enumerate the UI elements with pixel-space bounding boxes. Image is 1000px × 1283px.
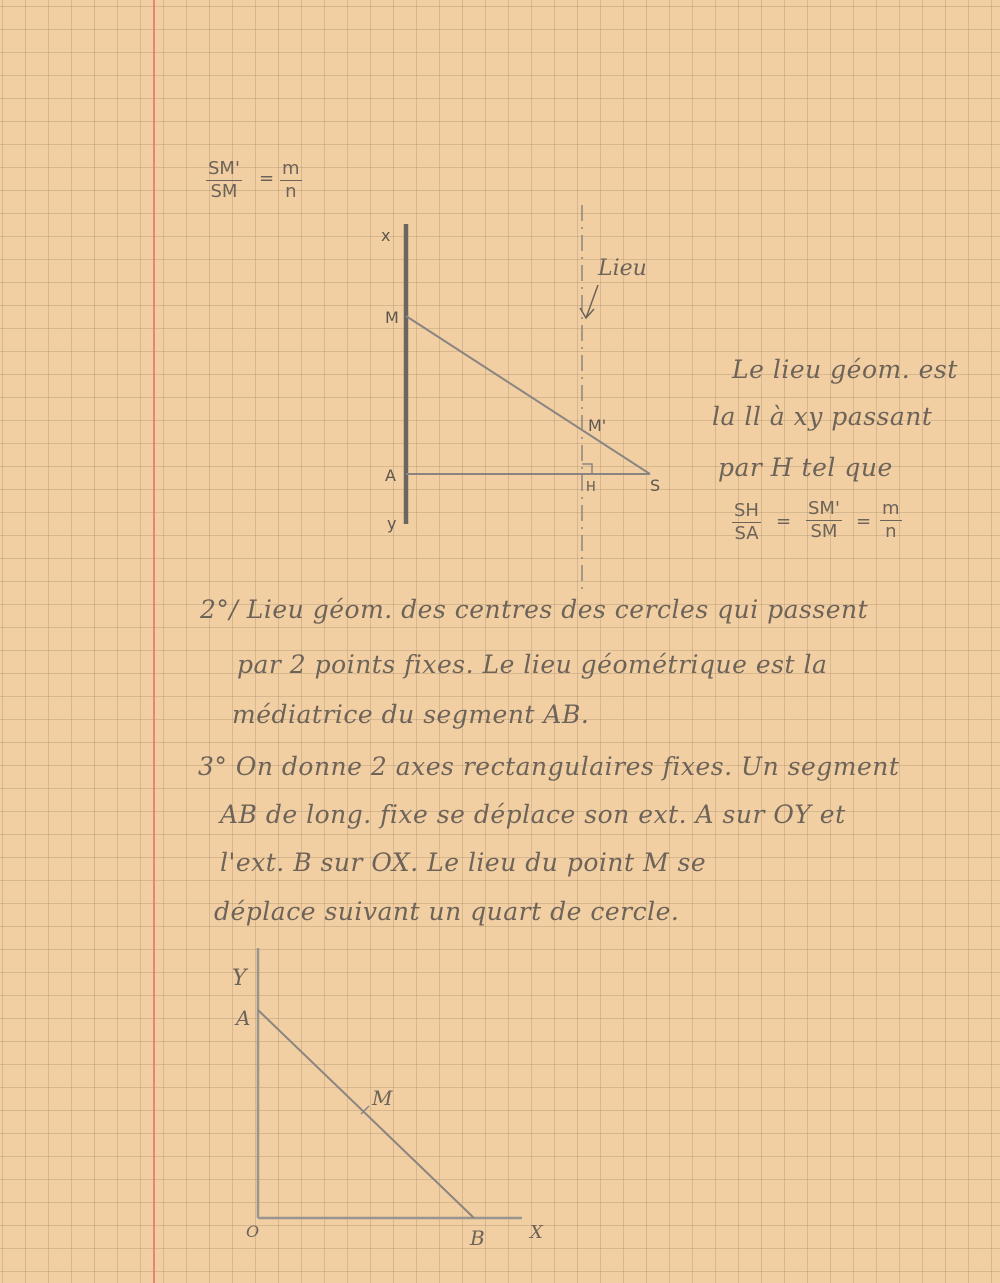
label-x-axis: X (530, 1222, 543, 1243)
item-2-line-2: par 2 points fixes. Le lieu géométrique est la (237, 650, 828, 679)
lieu-arrow (586, 285, 598, 318)
equals-sign: = (259, 168, 275, 189)
label-x: x (381, 226, 391, 245)
fraction-numerator: SH (734, 500, 759, 521)
label-y: y (387, 514, 397, 533)
label-m-prime: M' (588, 416, 607, 435)
fraction-denominator: SM (210, 181, 238, 202)
fraction-numerator: m (282, 158, 300, 179)
segment-ab (258, 1010, 474, 1218)
fraction-denominator: n (885, 521, 897, 542)
label-m-point: M (372, 1086, 393, 1110)
item-3-line-4: déplace suivant un quart de cercle. (214, 897, 680, 926)
line-m-s (406, 316, 650, 474)
note-line-2: la ll à xy passant (712, 402, 933, 431)
label-lieu: Lieu (598, 256, 647, 281)
fraction-m-over-n-note (880, 498, 902, 543)
label-a: A (385, 466, 396, 485)
fraction-numerator: SM' (208, 158, 240, 179)
item-3-line-2: AB de long. fixe se déplace son ext. A sur OY et (220, 800, 846, 829)
label-a-point: A (236, 1006, 251, 1030)
label-m: M (385, 308, 399, 327)
label-b-point: B (470, 1226, 485, 1250)
item-3-line-1: 3° On donne 2 axes rectangulaires fixes. Un segment (198, 752, 900, 781)
fraction-denominator: SA (734, 523, 759, 544)
label-s: S (650, 476, 661, 495)
equals-sign: = (776, 511, 792, 532)
fraction-denominator: n (285, 181, 297, 202)
label-o-origin: O (246, 1222, 260, 1241)
note-line-3: par H tel que (718, 453, 893, 482)
item-2-line-3: médiatrice du segment AB. (232, 700, 590, 729)
fraction-numerator: SM' (808, 498, 840, 519)
fraction-denominator: SM (810, 521, 838, 542)
label-h: H (586, 480, 596, 495)
equals-sign: = (856, 511, 872, 532)
note-line-1: Le lieu géom. est (732, 355, 958, 384)
fraction-sm-prime-over-sm-note (806, 498, 842, 543)
item-2-line-1: 2°/ Lieu géom. des centres des cercles qui passent (200, 595, 869, 624)
fraction-sh-over-sa (732, 500, 761, 545)
fraction-numerator: m (882, 498, 900, 519)
right-angle-mark (582, 464, 592, 474)
item-3-line-3: l'ext. B sur OX. Le lieu du point M se (220, 848, 707, 877)
label-y-axis: Y (232, 966, 247, 991)
